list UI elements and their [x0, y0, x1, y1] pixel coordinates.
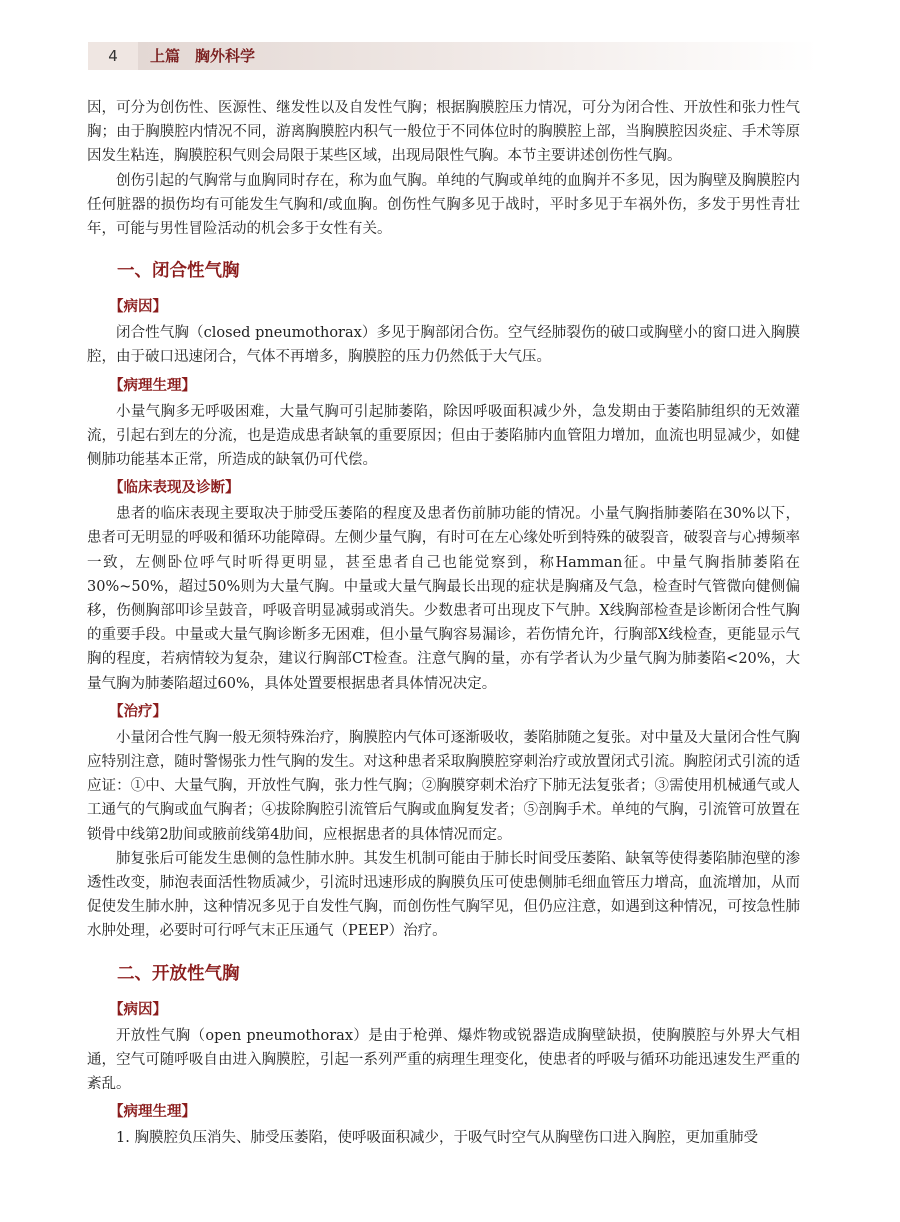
chapter-title: 上篇 胸外科学 [150, 47, 256, 65]
paragraph-pulmonary-edema: 肺复张后可能发生患侧的急性肺水肿。其发生机制可能由于肺长时间受压萎陷、缺氧等使得萎陷肺泡壁的渗透性改变，肺泡表面活性物质减少，引流时迅速形成的胸膜负压可使患侧肺毛细血管压力增高，血流增加，从而促使发生肺水肿，这种情况多见于自发性气胸，而创伤性气胸罕见，但仍应注意，如遇到这种情况，可按急性肺水肿处理，必要时可行呼气末正压通气（PEEP）治疗。 [87, 850, 800, 940]
paragraph-clinical: 患者的临床表现主要取决于肺受压萎陷的程度及患者伤前肺功能的情况。小量气胸指肺萎陷在30%以下，患者可无明显的呼吸和循环功能障碍。左侧少量气胸，有时可在左心缘处听到特殊的破裂音，破裂音与心搏频率一致，左侧卧位呼气时听得更明显，甚至患者自己也能觉察到，称Hamman征。中量气胸指肺萎陷在30%~50%，超过50%则为大量气胸。中量或大量气胸最长出现的症状是胸痛及气急，检查时气管微向健侧偏移，伤侧胸部叩诊呈鼓音，呼吸音明显减弱或消失。少数患者可出现皮下气肿。X线胸部检查是诊断闭合性气胸的重要手段。中量或大量气胸诊断多无困难，但小量气胸容易漏诊，若伤情允许，行胸部X线检查，更能显示气胸的程度，若病情较为复杂，建议行胸部CT检查。注意气胸的量，亦有学者认为少量气胸为肺萎陷<20%，大量气胸为肺萎陷超过60%，具体处置要根据患者具体情况决定。 [87, 506, 800, 692]
paragraph-hemopneumothorax: 创伤引起的气胸常与血胸同时存在，称为血气胸。单纯的气胸或单纯的血胸并不多见，因为胸壁及胸膜腔内任何脏器的损伤均有可能发生气胸和/或血胸。创伤性气胸多见于战时，平时多见于车祸外伤，多发于男性青壮年，可能与男性冒险活动的机会多于女性有关。 [87, 172, 800, 238]
section-heading-closed-pneumothorax: 一、闭合性气胸 [117, 261, 240, 282]
page-number: 4 [88, 42, 138, 70]
paragraph-continuation: 因，可分为创伤性、医源性、继发性以及自发性气胸；根据胸膜腔压力情况，可分为闭合性、开放性和张力性气胸；由于胸膜腔内情况不同，游离胸膜腔内积气一般位于不同体位时的胸膜腔上部，当胸膜腔因炎症、手术等原因发生粘连，胸膜腔积气则会局限于某些区域，出现局限性气胸。本节主要讲述创伤性气胸。 [87, 100, 800, 165]
subheading-pathophysiology-2: 【病理生理】 [109, 1104, 196, 1121]
paragraph-etiology: 闭合性气胸（closed pneumothorax）多见于胸部闭合伤。空气经肺裂伤的破口或胸壁小的窗口进入胸膜腔，由于破口迅速闭合，气体不再增多，胸膜腔的压力仍然低于大气压。 [87, 325, 800, 366]
page-body [87, 96, 800, 1151]
subheading-pathophysiology: 【病理生理】 [109, 377, 196, 394]
subheading-etiology: 【病因】 [109, 299, 167, 316]
paragraph-pathophysiology: 小量气胸多无呼吸困难，大量气胸可引起肺萎陷，除因呼吸面积减少外，急发期由于萎陷肺组织的无效灌流，引起右到左的分流，也是造成患者缺氧的重要原因；但由于萎陷肺内血管阻力增加，血流也明显减少，如健侧肺功能基本正常，所造成的缺氧仍可代偿。 [87, 403, 800, 469]
paragraph-treatment: 小量闭合性气胸一般无须特殊治疗，胸膜腔内气体可逐渐吸收，萎陷肺随之复张。对中量及大量闭合性气胸应特别注意，随时警惕张力性气胸的发生。对这种患者采取胸膜腔穿刺治疗或放置闭式引流。胸腔闭式引流的适应证：①中、大量气胸，开放性气胸，张力性气胸；②胸膜穿刺术治疗下肺无法复张者；③需使用机械通气或人工通气的气胸或血气胸者；④拔除胸腔引流管后气胸或血胸复发者；⑤剖胸手术。单纯的气胸，引流管可放置在锁骨中线第2肋间或腋前线第4肋间，应根据患者的具体情况而定。 [87, 729, 800, 843]
subheading-treatment: 【治疗】 [109, 703, 167, 720]
list-item: 1. 胸膜腔负压消失、肺受压萎陷，使呼吸面积减少，于吸气时空气从胸壁伤口进入胸腔，更加重肺受 [116, 1130, 758, 1147]
subheading-clinical: 【临床表现及诊断】 [109, 480, 240, 497]
section-heading-open-pneumothorax: 二、开放性气胸 [117, 963, 240, 984]
subheading-etiology-2: 【病因】 [109, 1001, 167, 1018]
paragraph-etiology-2: 开放性气胸（open pneumothorax）是由于枪弹、爆炸物或锐器造成胸壁缺损，使胸膜腔与外界大气相通，空气可随呼吸自由进入胸膜腔，引起一系列严重的病理生理变化，使患者的呼吸与循环功能迅速发生严重的紊乱。 [87, 1027, 800, 1093]
